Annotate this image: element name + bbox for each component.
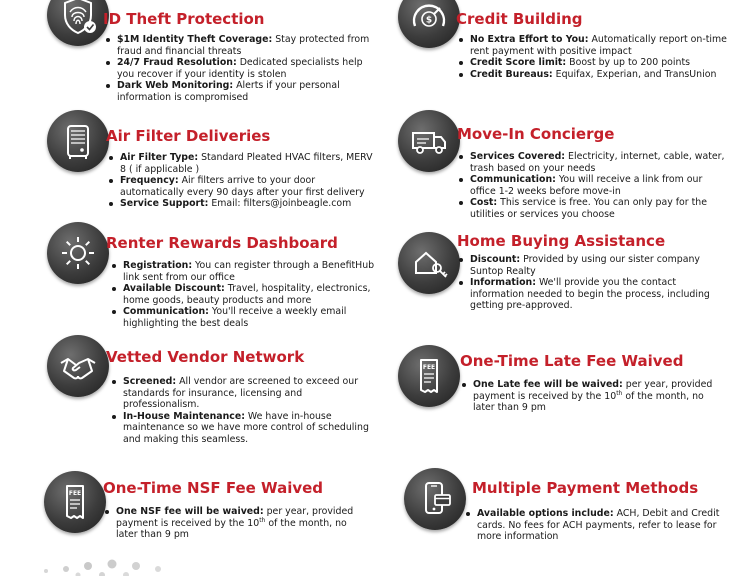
section-title: Multiple Payment Methods	[472, 479, 699, 497]
feature-list	[459, 34, 729, 80]
list-item: Dark Web Monitoring: Alerts if your personal information is compromised	[106, 80, 378, 103]
list-item: No Extra Effort to You: Automatically report on-time rent payment with positive impact	[459, 34, 729, 57]
svg-text:$: $	[425, 15, 433, 26]
feature-list	[105, 506, 367, 541]
list-item: Available Discount: Travel, hospitality, electronics, home goods, beauty products and more	[112, 283, 382, 306]
feature-list	[112, 376, 372, 446]
handshake-icon	[47, 335, 109, 397]
feature-list	[459, 151, 729, 221]
section-title: One-Time Late Fee Waived	[460, 352, 684, 370]
list-item: Cost: This service is free. You can only pay for the utilities or services you choose	[459, 197, 729, 220]
air-purifier-icon	[47, 110, 109, 172]
list-item: Service Support: Email: filters@joinbeagle.com	[109, 198, 379, 210]
list-item: Services Covered: Electricity, internet, cable, water, trash based on your needs	[459, 151, 729, 174]
list-item: Registration: You can register through a BenefitHub link sent from our office	[112, 260, 382, 283]
section-title: Move-In Concierge	[457, 125, 615, 143]
svg-text:FEE: FEE	[68, 490, 82, 497]
section-title: ID Theft Protection	[103, 10, 265, 28]
fee-receipt-icon	[398, 345, 460, 407]
feature-list	[466, 508, 728, 543]
phone-payment-icon	[404, 468, 466, 530]
house-key-icon	[398, 232, 460, 294]
svg-text:FEE: FEE	[422, 364, 436, 371]
list-item: One NSF fee will be waived: per year, provided payment is received by the 10th of the month, no later than 9 pm	[105, 506, 367, 541]
list-item: One Late fee will be waived: per year, provided payment is received by the 10th of the month, no later than 9 pm	[462, 379, 722, 414]
list-item: In-House Maintenance: We have in-house maintenance so we have more control of scheduling and making this seamless.	[112, 411, 372, 446]
list-item: Information: We'll provide you the contact information needed to begin the process, including getting pre-approved.	[459, 277, 729, 312]
section-title: Air Filter Deliveries	[106, 127, 271, 145]
section-title: One-Time NSF Fee Waived	[103, 479, 324, 497]
list-item: Credit Score limit: Boost by up to 200 points	[459, 57, 729, 69]
section-title: Vetted Vendor Network	[106, 348, 305, 366]
list-item: Available options include: ACH, Debit and Credit cards. No fees for ACH payments, refer to lease for more information	[466, 508, 728, 543]
section-title: Credit Building	[456, 10, 583, 28]
credit-gauge-icon	[398, 0, 460, 48]
list-item: Screened: All vendor are screened to exceed our standards for insurance, licensing and professionalism.	[112, 376, 372, 411]
list-item: $1M Identity Theft Coverage: Stay protected from fraud and financial threats	[106, 34, 378, 57]
list-item: Communication: You'll receive a weekly email highlighting the best deals	[112, 306, 382, 329]
section-title: Home Buying Assistance	[457, 232, 666, 250]
list-item: Discount: Provided by using our sister company Suntop Realty	[459, 254, 729, 277]
dot-pattern-icon	[40, 555, 200, 576]
feature-list	[106, 34, 378, 104]
list-item: Frequency: Air filters arrive to your door automatically every 90 days after your first delivery	[109, 175, 379, 198]
list-item: Credit Bureaus: Equifax, Experian, and TransUnion	[459, 69, 729, 81]
feature-list	[459, 254, 729, 312]
list-item: Communication: You will receive a link from our office 1-2 weeks before move-in	[459, 174, 729, 197]
feature-list	[112, 260, 382, 330]
list-item: 24/7 Fraud Resolution: Dedicated specialists help you recover if your identity is stolen	[106, 57, 378, 80]
sun-burst-icon	[47, 222, 109, 284]
feature-list	[462, 379, 722, 414]
feature-list	[109, 152, 379, 210]
moving-truck-icon	[398, 110, 460, 172]
fee-receipt-icon	[44, 471, 106, 533]
fingerprint-shield-icon	[47, 0, 109, 46]
section-title: Renter Rewards Dashboard	[106, 234, 338, 252]
list-item: Air Filter Type: Standard Pleated HVAC filters, MERV 8 ( if applicable )	[109, 152, 379, 175]
